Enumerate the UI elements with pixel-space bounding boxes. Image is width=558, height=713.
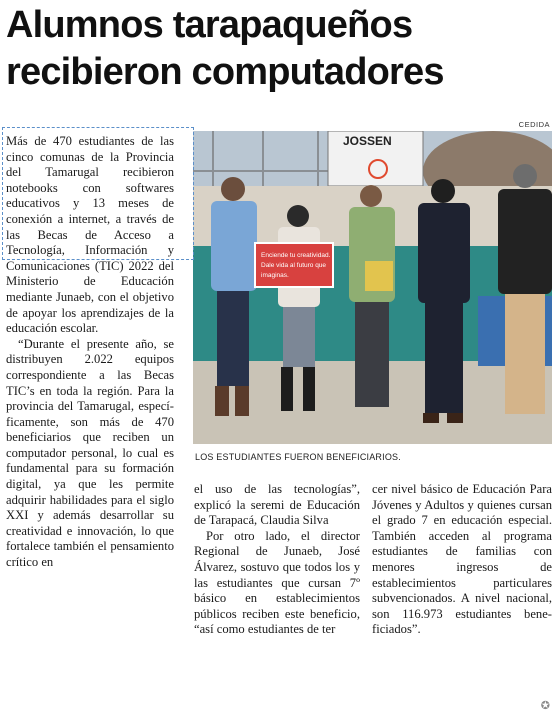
paragraph-4: Por otro lado, el director Regional de Junaeb, José Álvarez, sostuvo que todos los y las estudiantes que cursan 7º básico en establecimientos públicos reciben este beneficio, “así como estudiantes de ter: [194, 528, 360, 637]
photo-credit: CEDIDA: [518, 120, 550, 129]
svg-text:Enciende tu creatividad.: Enciende tu creatividad.: [261, 252, 331, 259]
headline-line-2: recibieron computadores: [6, 51, 444, 93]
headline: [6, 2, 554, 96]
article-photo: [193, 131, 552, 444]
article-column-3: [372, 482, 552, 638]
headline-line-1: Alumnos tarapaqueños: [6, 4, 413, 46]
paragraph-2: “Durante el presente año, se distribuyen 2.022 equipos correspondiente a las Becas TIC’s en toda la región. Para la provincia del Tamarugal, específicamente, son más de 470 beneficiarios que reciben un computador personal, lo cual es fundamental para su formación digital, ya que les permite adquirir habilidades para el siglo XXI y además desarrollar su creatividad e innovación, lo que fortalece también el pensamiento crítico en: [6, 336, 174, 570]
paragraph-3: el uso de las tecnologías”, explicó la seremi de Educación de Tarapacá, Claudia Silva: [194, 482, 360, 528]
article-column-1: [6, 134, 174, 571]
svg-text:imaginas.: imaginas.: [261, 272, 289, 279]
paragraph-5: cer nivel básico de Educación Para Jóvenes y Adultos y quienes cursan el grado 7 en educación especial. También acceden al programa estudiantes de familias con menores ingresos de establecimientos particulares subvencionados. A nivel nacional, son 116.973 estudiantes beneficiados”.: [372, 482, 552, 637]
paragraph-1: Más de 470 estudiantes de las cinco comunas de la Provincia del Tamarugal recibieron notebooks con softwares educativos y 13 meses de conexión a internet, a través de las Becas de Acceso a Tecnología, Información y Comunicaciones (TIC) 2022 del Ministerio de Educación mediante Junaeb, con el objetivo de apoyar los aprendizajes de la educación escolar.: [6, 134, 174, 336]
svg-text:Dale vida al futuro que: Dale vida al futuro que: [261, 262, 327, 269]
article-column-2: [194, 482, 360, 638]
photo-illustration: [193, 131, 552, 444]
photo-caption: LOS ESTUDIANTES FUERON BENEFICIARIOS.: [195, 452, 401, 462]
svg-text:JOSSEN: JOSSEN: [343, 134, 392, 148]
end-mark-icon: ✪: [540, 699, 550, 712]
